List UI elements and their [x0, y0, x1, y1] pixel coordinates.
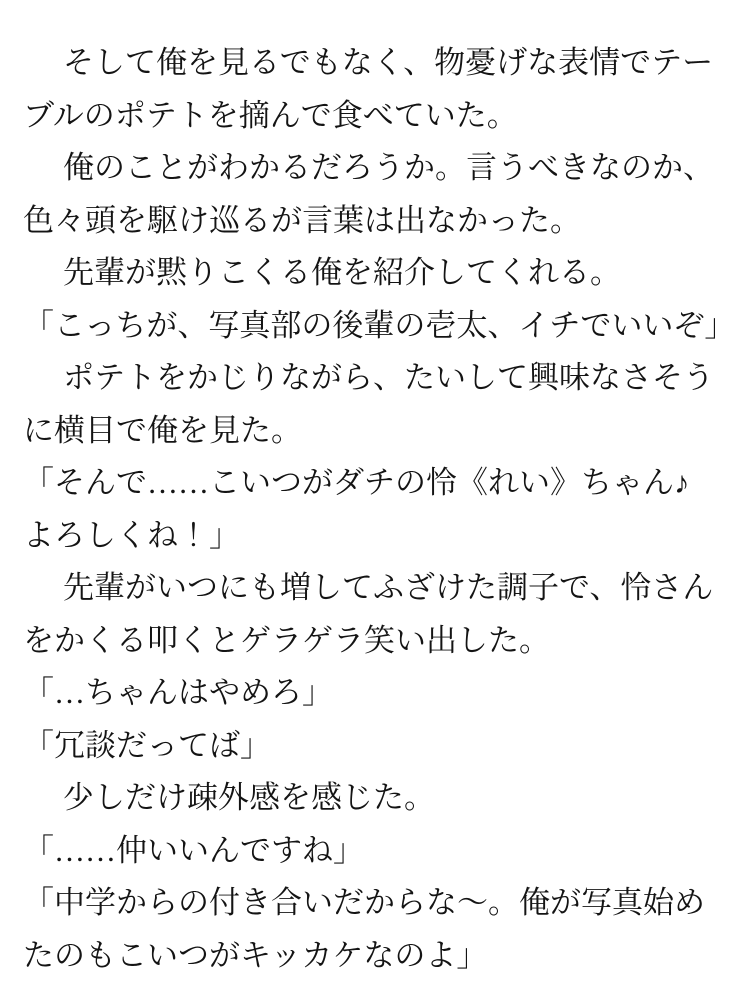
text-lines	[23, 37, 742, 982]
text-line: 「こっちが、写真部の後輩の壱太、イチでいいぞ」	[23, 307, 736, 343]
text-line: 色々頭を駆け巡るが言葉は出なかった。	[23, 202, 581, 238]
text-line: ポテトをかじりながら、たいして興味なさそう	[63, 360, 714, 395]
text-line: に横目で俺を見た。	[23, 412, 302, 448]
text-line: 「…ちゃんはやめろ」	[23, 675, 333, 710]
text-line: ブルのポテトを摘んで食べていた。	[23, 97, 518, 133]
text-line: 先輩が黙りこくる俺を紹介してくれる。	[63, 255, 621, 290]
text-line: 「そんで……こいつがダチの怜《れい》ちゃん♪	[23, 465, 690, 500]
text-line: 少しだけ疎外感を感じた。	[63, 780, 435, 815]
text-line: たのもこいつがキッカケなのよ」	[23, 937, 488, 973]
text-line: そして俺を見るでもなく、物憂げな表情でテー	[63, 45, 714, 80]
text-line: 「……仲いいんですね」	[23, 832, 364, 868]
text-line: よろしくね！」	[23, 517, 240, 553]
text-line: 「中学からの付き合いだからな〜。俺が写真始め	[23, 885, 705, 920]
text-line: 先輩がいつにも増してふざけた調子で、怜さん	[63, 570, 714, 605]
text-line: 俺のことがわかるだろうか。言うべきなのか、	[63, 150, 714, 185]
text-line: をかくる叩くとゲラゲラ笑い出した。	[23, 622, 550, 658]
text-line: 「冗談だってば」	[23, 727, 271, 763]
